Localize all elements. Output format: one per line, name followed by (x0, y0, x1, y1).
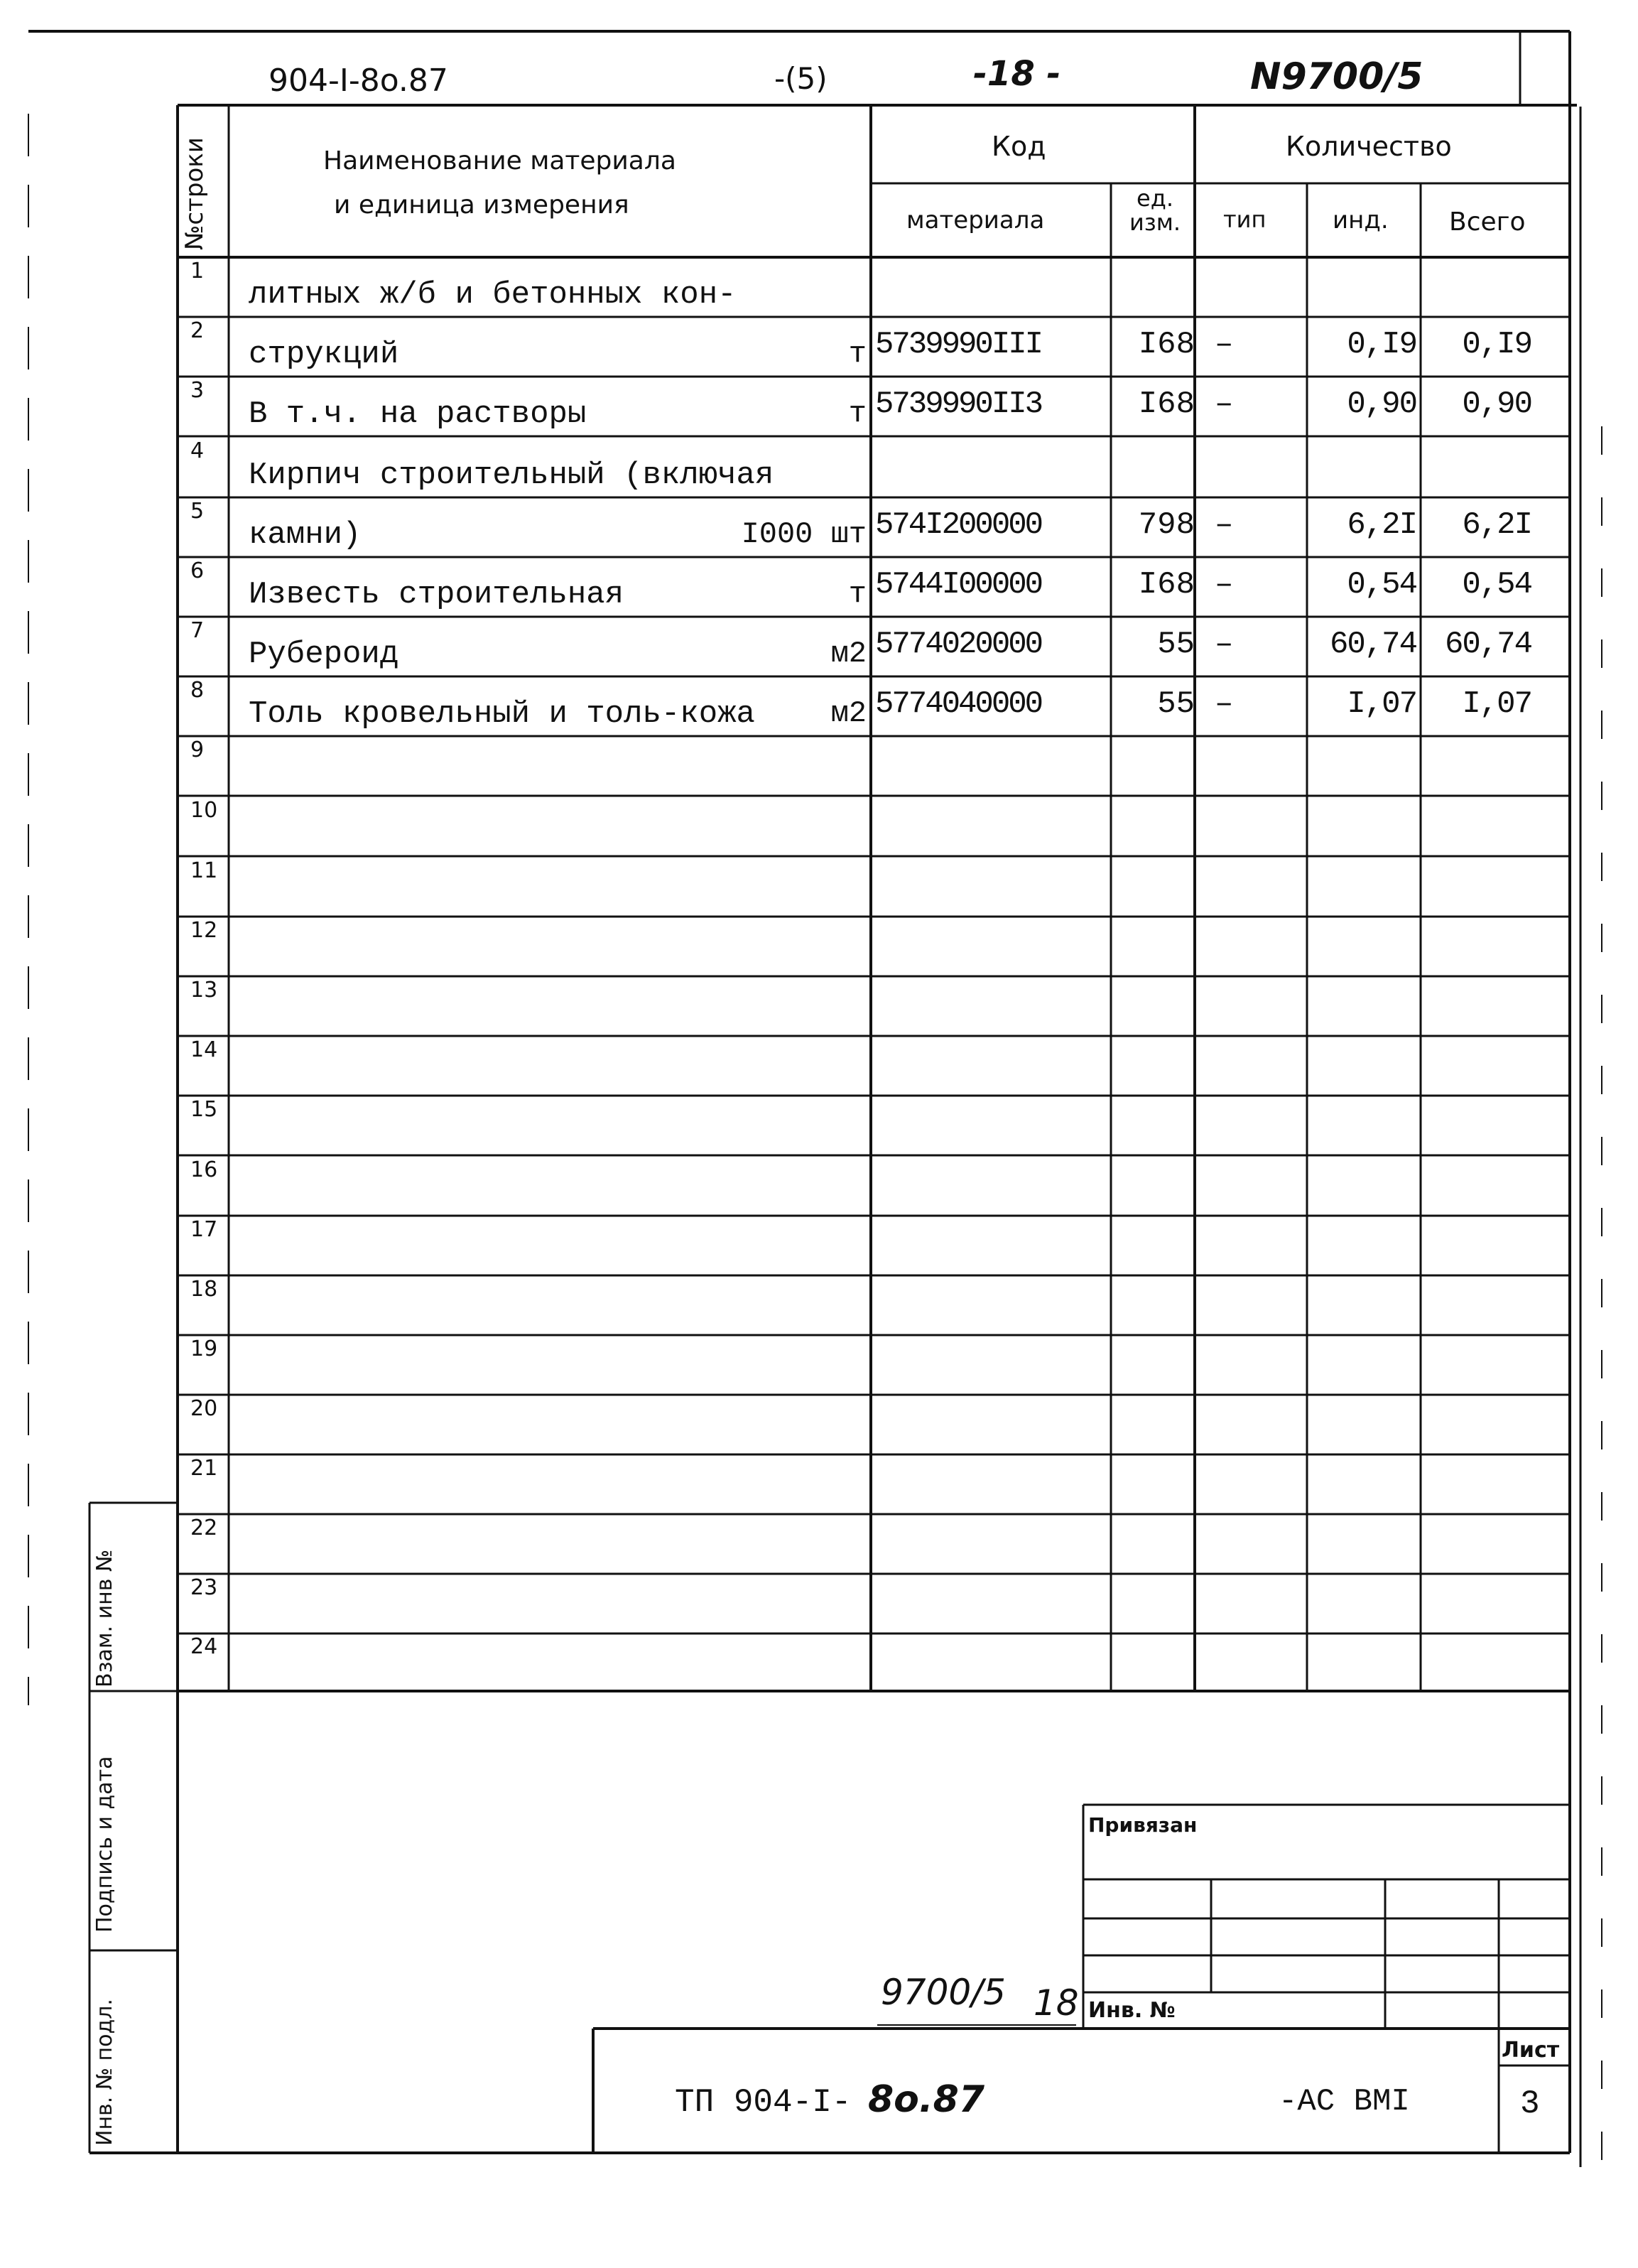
row-number: 22 (190, 1516, 218, 1540)
qty-total: I,07 (1462, 686, 1531, 722)
qty-individual: 0,I9 (1347, 327, 1416, 362)
unit-code: I68 (1138, 327, 1195, 362)
table-row (178, 497, 1570, 557)
row-number: 18 (190, 1277, 218, 1302)
table-row (178, 1634, 1570, 1691)
header-qty-type: тип (1223, 206, 1267, 233)
material-unit: I000 шт (741, 517, 867, 551)
qty-total: 0,90 (1462, 387, 1531, 422)
table-row (178, 676, 1570, 736)
table-row (178, 317, 1570, 377)
table-row (178, 1395, 1570, 1454)
privyazan-label: Привязан (1088, 1813, 1198, 1837)
row-number: 17 (190, 1217, 218, 1242)
material-code: 5744I00000 (875, 567, 1042, 603)
side-inv-podl: Инв. № подл. (92, 1999, 117, 2146)
unit-code: I68 (1138, 387, 1195, 422)
row-number: 21 (190, 1456, 218, 1481)
table-row (178, 976, 1570, 1036)
side-signature-date: Подпись и дата (92, 1756, 117, 1933)
material-name: Кирпич строительный (включая (249, 458, 774, 493)
table-row (178, 557, 1570, 617)
header-name-line2: и единица измерения (334, 190, 629, 220)
row-number: 3 (190, 378, 205, 403)
qty-type: – (1215, 567, 1234, 603)
table-row (178, 1216, 1570, 1275)
header-doc-code: 904-I-8o.87 (269, 63, 448, 99)
sheet-number: 3 (1520, 2085, 1540, 2122)
row-number: 10 (190, 797, 218, 823)
qty-type: – (1215, 507, 1234, 543)
sheet-label: Лист (1502, 2038, 1560, 2063)
material-name: Известь строительная (249, 577, 624, 612)
header-part: -(5) (774, 61, 828, 96)
table-row (178, 257, 1570, 317)
material-unit: т (848, 396, 867, 431)
qty-individual: I,07 (1347, 686, 1416, 722)
table-row (178, 1454, 1570, 1514)
table-row (178, 1036, 1570, 1096)
doc-hand: 8o.87 (868, 2078, 985, 2121)
material-unit: м2 (830, 696, 867, 730)
material-unit: м2 (830, 637, 867, 671)
row-number: 19 (190, 1336, 218, 1361)
material-unit: т (848, 337, 867, 371)
qty-total: 0,I9 (1462, 327, 1531, 362)
material-code: 5739990III (875, 327, 1042, 362)
unit-code: 798 (1138, 507, 1195, 543)
table-row (178, 856, 1570, 917)
row-number: 1 (190, 259, 205, 284)
header-row-no: №строки (180, 137, 209, 250)
row-number: 12 (190, 918, 218, 943)
table-row (178, 736, 1570, 796)
row-number: 20 (190, 1396, 218, 1421)
table-row (178, 1155, 1570, 1216)
header-qty-total: Всего (1449, 207, 1526, 237)
qty-total: 60,74 (1444, 627, 1531, 662)
qty-type: – (1215, 387, 1234, 422)
row-number: 13 (190, 978, 218, 1003)
header-qty-group: Количество (1286, 131, 1452, 162)
qty-individual: 6,2I (1347, 507, 1416, 543)
table-row (178, 917, 1570, 976)
material-unit: т (848, 577, 867, 611)
material-code: 574I200000 (875, 507, 1042, 543)
handwritten-ref: 9700/5 (881, 1972, 1006, 2013)
row-number: 16 (190, 1157, 218, 1182)
qty-total: 0,54 (1462, 567, 1531, 603)
unit-code: 55 (1157, 627, 1195, 662)
qty-type: – (1215, 327, 1234, 362)
qty-type: – (1215, 627, 1234, 662)
material-code: 5739990II3 (875, 387, 1042, 422)
inv-no-label: Инв. № (1088, 1998, 1176, 2023)
qty-individual: 60,74 (1329, 627, 1416, 662)
row-number: 4 (190, 438, 205, 463)
material-name: В т.ч. на растворы (249, 396, 587, 432)
qty-individual: 0,90 (1347, 387, 1416, 422)
material-code: 5774040000 (875, 686, 1042, 722)
header-code-group: Код (992, 131, 1046, 162)
unit-code: 55 (1157, 686, 1195, 722)
material-name: струкций (249, 337, 399, 372)
row-number: 5 (190, 499, 205, 524)
table-row (178, 436, 1570, 497)
header-code-material: материала (906, 206, 1045, 234)
header-qty-ind: инд. (1333, 206, 1389, 234)
table-row (178, 1096, 1570, 1155)
material-code: 5774020000 (875, 627, 1042, 662)
material-name: Толь кровельный и толь-кожа (249, 696, 755, 732)
row-number: 8 (190, 678, 205, 703)
doc-prefix: ТП 904-I- (675, 2084, 852, 2121)
material-name: литных ж/б и бетонных кон- (249, 277, 737, 313)
header-archive-no: N9700/5 (1250, 55, 1423, 98)
unit-code: I68 (1138, 567, 1195, 603)
side-zam-inv: Взам. инв № (92, 1549, 117, 1688)
table-row (178, 377, 1570, 436)
table-row (178, 796, 1570, 856)
row-number: 6 (190, 558, 205, 583)
qty-individual: 0,54 (1347, 567, 1416, 603)
table-row (178, 1514, 1570, 1574)
row-number: 24 (190, 1634, 218, 1659)
table-row (178, 1275, 1570, 1335)
table-row (178, 1574, 1570, 1634)
row-number: 11 (190, 858, 218, 883)
handwritten-page: 18 (1034, 1982, 1079, 2024)
row-number: 14 (190, 1037, 218, 1062)
header-name-line1: Наименование материала (323, 146, 676, 176)
row-number: 23 (190, 1575, 218, 1600)
row-number: 2 (190, 318, 205, 343)
material-name: Рубероид (249, 637, 399, 672)
header-code-unit: ед. изм. (1129, 185, 1181, 236)
row-number: 9 (190, 738, 205, 762)
row-number: 7 (190, 618, 205, 643)
qty-type: – (1215, 686, 1234, 722)
table-row (178, 617, 1570, 676)
header-page-mark: -18 - (973, 54, 1061, 94)
table-row (178, 1335, 1570, 1395)
row-number: 15 (190, 1097, 218, 1122)
doc-suffix: -АС ВМI (1279, 2084, 1410, 2120)
qty-total: 6,2I (1462, 507, 1531, 543)
material-name: камни) (249, 517, 362, 553)
